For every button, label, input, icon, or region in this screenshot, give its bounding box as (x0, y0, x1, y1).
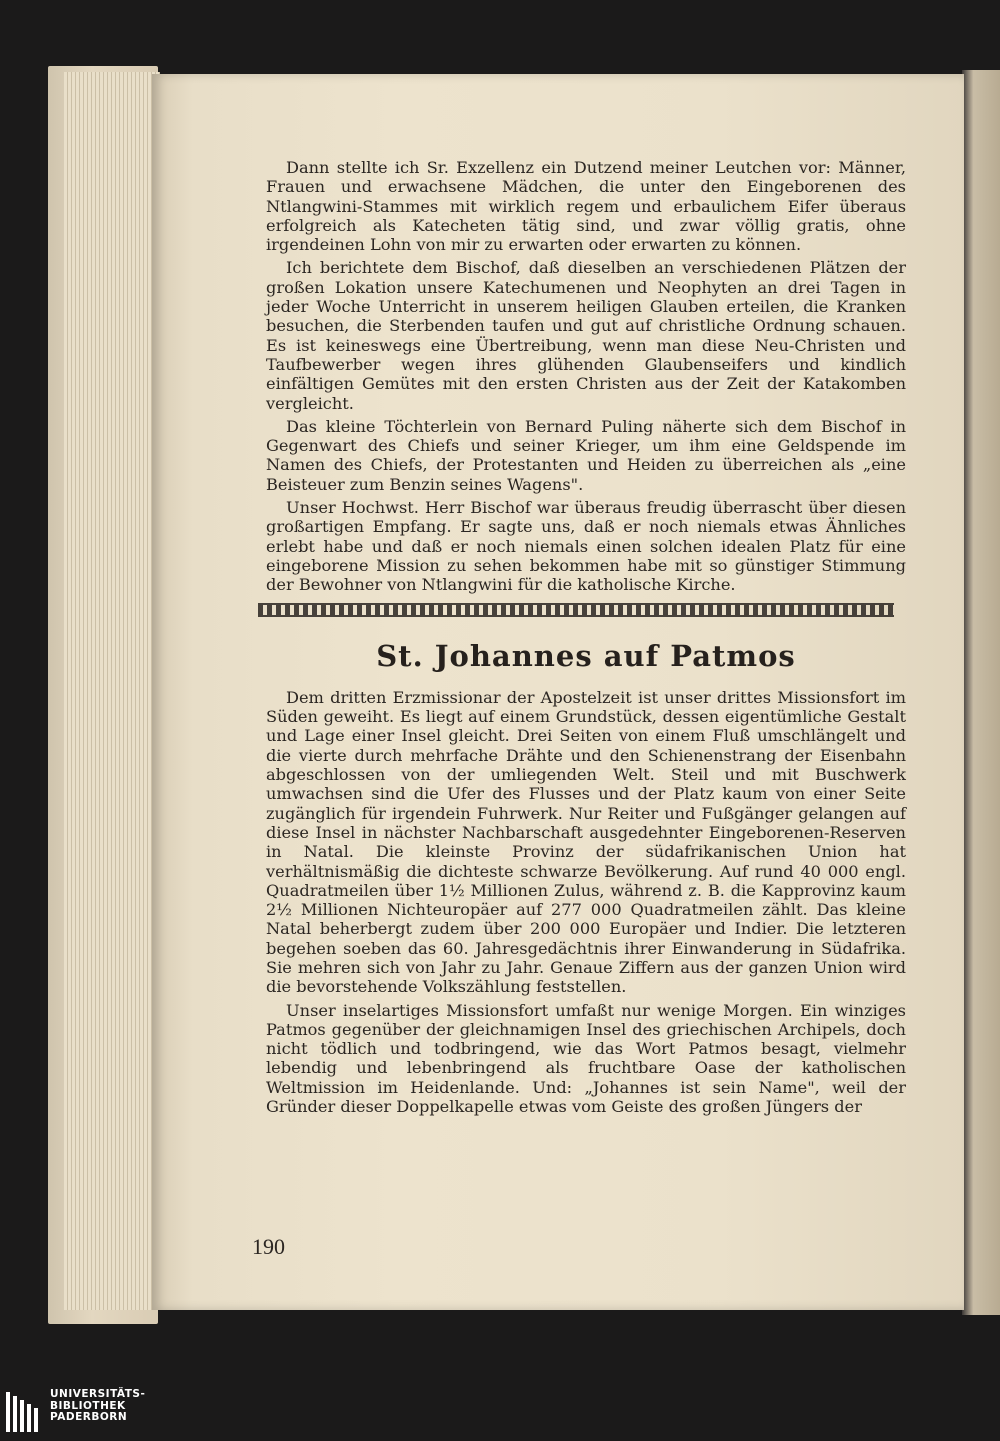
page-number: 190 (252, 1234, 285, 1259)
ornamental-divider (258, 603, 894, 617)
logo-line: UNIVERSITÄTS- (50, 1388, 146, 1400)
facing-page-edge (962, 70, 1000, 1315)
logo-line: PADERBORN (50, 1411, 128, 1423)
logo-line: BIBLIOTHEK (50, 1399, 126, 1412)
library-footer (0, 1386, 1000, 1441)
paragraph: Das kleine Töchterlein von Bernard Puling näherte sich dem Bischof in Gegenwart des Chiefs und seiner Krieger, um ihm eine Geldspende im Namen des Chiefs, der Protestanten und Heiden zu überreichen als „eine Beisteuer zum Benzin seines Wagens". (266, 416, 906, 494)
paragraph: Unser Hochwst. Herr Bischof war überaus freudig überrascht über diesen großartigen Empfang. Er sagte uns, daß er noch niemals etwas Ähnliches erlebt habe und daß er noch niemals einen solchen idealen Platz für eine eingeborene Mission zu sehen bekommen habe mit so günstiger Stimmung der Bewohner von Ntlangwini für die katholische Kirche. (266, 498, 906, 595)
section-title: St. Johannes auf Patmos (376, 638, 796, 673)
paragraph: Dem dritten Erzmissionar der Apostelzeit ist unser drittes Missionsfort im Süden geweiht. Es liegt auf einem Grundstück, dessen eigentümliche Gestalt und Lage einer Insel gleicht. Drei Seiten von einem Fluß umschlängelt und die vierte durch mehrfache Drähte und den Schienenstrang der Eisenbahn abgeschlossen von der umliegenden Welt. Steil und mit Buschwerk umwachsen sind die Ufer des Flusses und der Platz kaum von einer Seite zugänglich für irgendein Fuhrwerk. Nur Reiter und Fußgänger gelangen auf diese Insel in nächster Nachbarschaft ausgedehnter Eingeborenen-Reserven in Natal. Die kleinste Provinz der südafrikanischen Union hat verhältnismäßig die dichteste schwarze Bevölkerung. Auf rund 40 000 engl. Quadratmeilen über 1½ Millionen Zulus, während z. B. die Kapprovinz kaum 2½ Millionen Nichteuropäer auf 277 000 Quadratmeilen zählt. Das kleine Natal beherbergt zudem über 200 000 Europäer und Indier. Die letzteren begehen soeben das 60. Jahresgedächtnis ihrer Einwanderung in Südafrika. Sie mehren sich von Jahr zu Jahr. Genaue Ziffern aus der ganzen Union wird die bevorstehende Volkszählung feststellen. (266, 687, 906, 997)
paragraph: Unser inselartiges Missionsfort umfaßt nur wenige Morgen. Ein winziges Patmos gegenüber der gleichnamigen Insel des griechischen Archipels, doch nicht tödlich und todbringend, wie das Wort Patmos besagt, vielmehr lebendig und lebenbringend als fruchtbare Oase der katholischen Weltmission im Heidenlande. Und: „Johannes ist sein Name", weil der Gründer dieser Doppelkapelle etwas vom Geiste des großen Jüngers der (266, 1000, 906, 1117)
paragraph: Dann stellte ich Sr. Exzellenz ein Dutzend meiner Leutchen vor: Männer, Frauen und erwachsene Mädchen, die unter den Eingeborenen des Ntlangwini-Stammes mit wirklich regem und erbaulichem Eifer überaus erfolgreich als Katecheten tätig sind, und zwar völlig gratis, ohne irgendeinen Lohn von mir zu erwarten oder erwarten zu können. (266, 158, 906, 255)
page-text (266, 158, 906, 1120)
page-stack (64, 72, 160, 1310)
library-logo-text (50, 1389, 145, 1424)
paragraph: Ich berichtete dem Bischof, daß dieselben an verschiedenen Plätzen der großen Lokation unsere Katechumenen und Neophyten an drei Tagen in jeder Woche Unterricht in unserem heiligen Glauben erteilen, die Kranken besuchen, die Sterbenden taufen und gut auf christliche Ordnung schauen. Es ist keineswegs eine Übertreibung, wenn man diese Neu-Christen und Taufbewerber wegen ihres glühenden Glaubenseifers und kindlich einfältigen Gemütes mit den ersten Christen aus der Zeit der Katakomben vergleicht. (266, 258, 906, 413)
library-logo-icon (4, 1390, 44, 1434)
